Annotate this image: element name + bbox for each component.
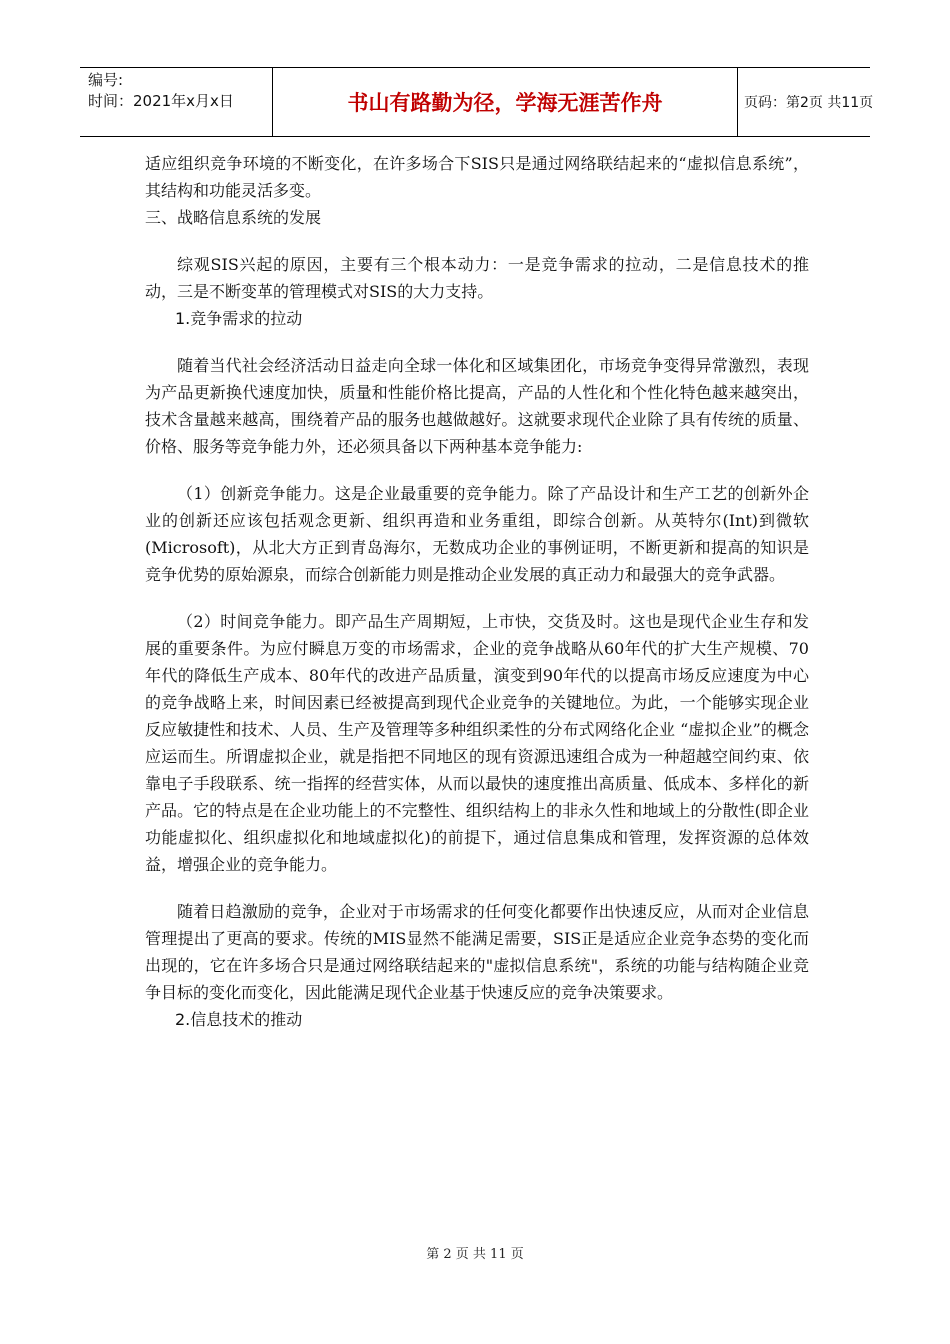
section-heading-3: 三、战略信息系统的发展 — [145, 208, 322, 227]
document-body — [145, 150, 809, 1033]
paragraph-mis: 随着日趋激励的竞争，企业对于市场需求的任何变化都要作出快速反应，从而对企业信息管理提出了更高的要求。传统的MIS显然不能满足需要，SIS正是适应企业竞争态势的变化而出现的，它在许多场合只是通过网络联结起来的"虚拟信息系统"，系统的功能与结构随企业竞争目标的变化而变化，因此能满足现代企业基于快速反应的竞争决策要求。 — [145, 902, 809, 1002]
header-motto: 书山有路勤为径，学海无涯苦作舟 — [273, 68, 738, 136]
subheading-1: 1.竞争需求的拉动 — [175, 309, 303, 328]
paragraph-demand: 随着当代社会经济活动日益走向全球一体化和区域集团化，市场竞争变得异常激烈，表现为产品更新换代速度加快，质量和性能价格比提高，产品的人性化和个性化特色越来越突出，技术含量越来越高，围绕着产品的服务也越做越好。这就要求现代企业除了具有传统的质量、价格、服务等竞争能力外，还必须具备以下两种基本竞争能力: — [145, 356, 809, 456]
paragraph-intro: 适应组织竞争环境的不断变化，在许多场合下SIS只是通过网络联结起来的“虚拟信息系统”，其结构和功能灵活多变。 — [145, 154, 809, 200]
date-label: 时间：2021年x月x日 — [88, 92, 234, 110]
subheading-2: 2.信息技术的推动 — [175, 1010, 303, 1029]
page-footer: 第 2 页 共 11 页 — [426, 1247, 524, 1262]
header-meta — [80, 68, 273, 136]
page-header — [80, 67, 874, 137]
paragraph-overview: 综观SIS兴起的原因，主要有三个根本动力：一是竞争需求的拉动，二是信息技术的推动，三是不断变革的管理模式对SIS的大力支持。 — [145, 255, 809, 301]
paragraph-innovation: （1）创新竞争能力。这是企业最重要的竞争能力。除了产品设计和生产工艺的创新外企业的创新还应该包括观念更新、组织再造和业务重组，即综合创新。从英特尔(Int)到微软(Microsoft)，从北大方正到青岛海尔，无数成功企业的事例证明，不断更新和提高的知识是竞争优势的原始源泉，而综合创新能力则是推动企业发展的真正动力和最强大的竞争武器。 — [145, 484, 809, 584]
doc-number-label: 编号: — [88, 71, 124, 89]
header-page-label: 页码：第2页 共11页 — [744, 95, 874, 111]
paragraph-time: （2）时间竞争能力。即产品生产周期短，上市快，交货及时。这也是现代企业生存和发展的重要条件。为应付瞬息万变的市场需求，企业的竞争战略从60年代的扩大生产规模、70年代的降低生产成本、80年代的改进产品质量，演变到90年代的以提高市场反应速度为中心的竞争战略上来，时间因素已经被提高到现代企业竞争的关键地位。为此，一个能够实现企业反应敏捷性和技术、人员、生产及管理等多种组织柔性的分布式网络化企业 “虚拟企业”的概念应运而生。所谓虚拟企业，就是指把不同地区的现有资源迅速组合成为一种超越空间约束、依靠电子手段联系、统一指挥的经营实体，从而以最快的速度推出高质量、低成本、多样化的新产品。它的特点是在企业功能上的不完整性、组织结构上的非永久性和地域上的分散性(即企业功能虚拟化、组织虚拟化和地域虚拟化)的前提下，通过信息集成和管理，发挥资源的总体效益，增强企业的竞争能力。 — [145, 612, 809, 874]
